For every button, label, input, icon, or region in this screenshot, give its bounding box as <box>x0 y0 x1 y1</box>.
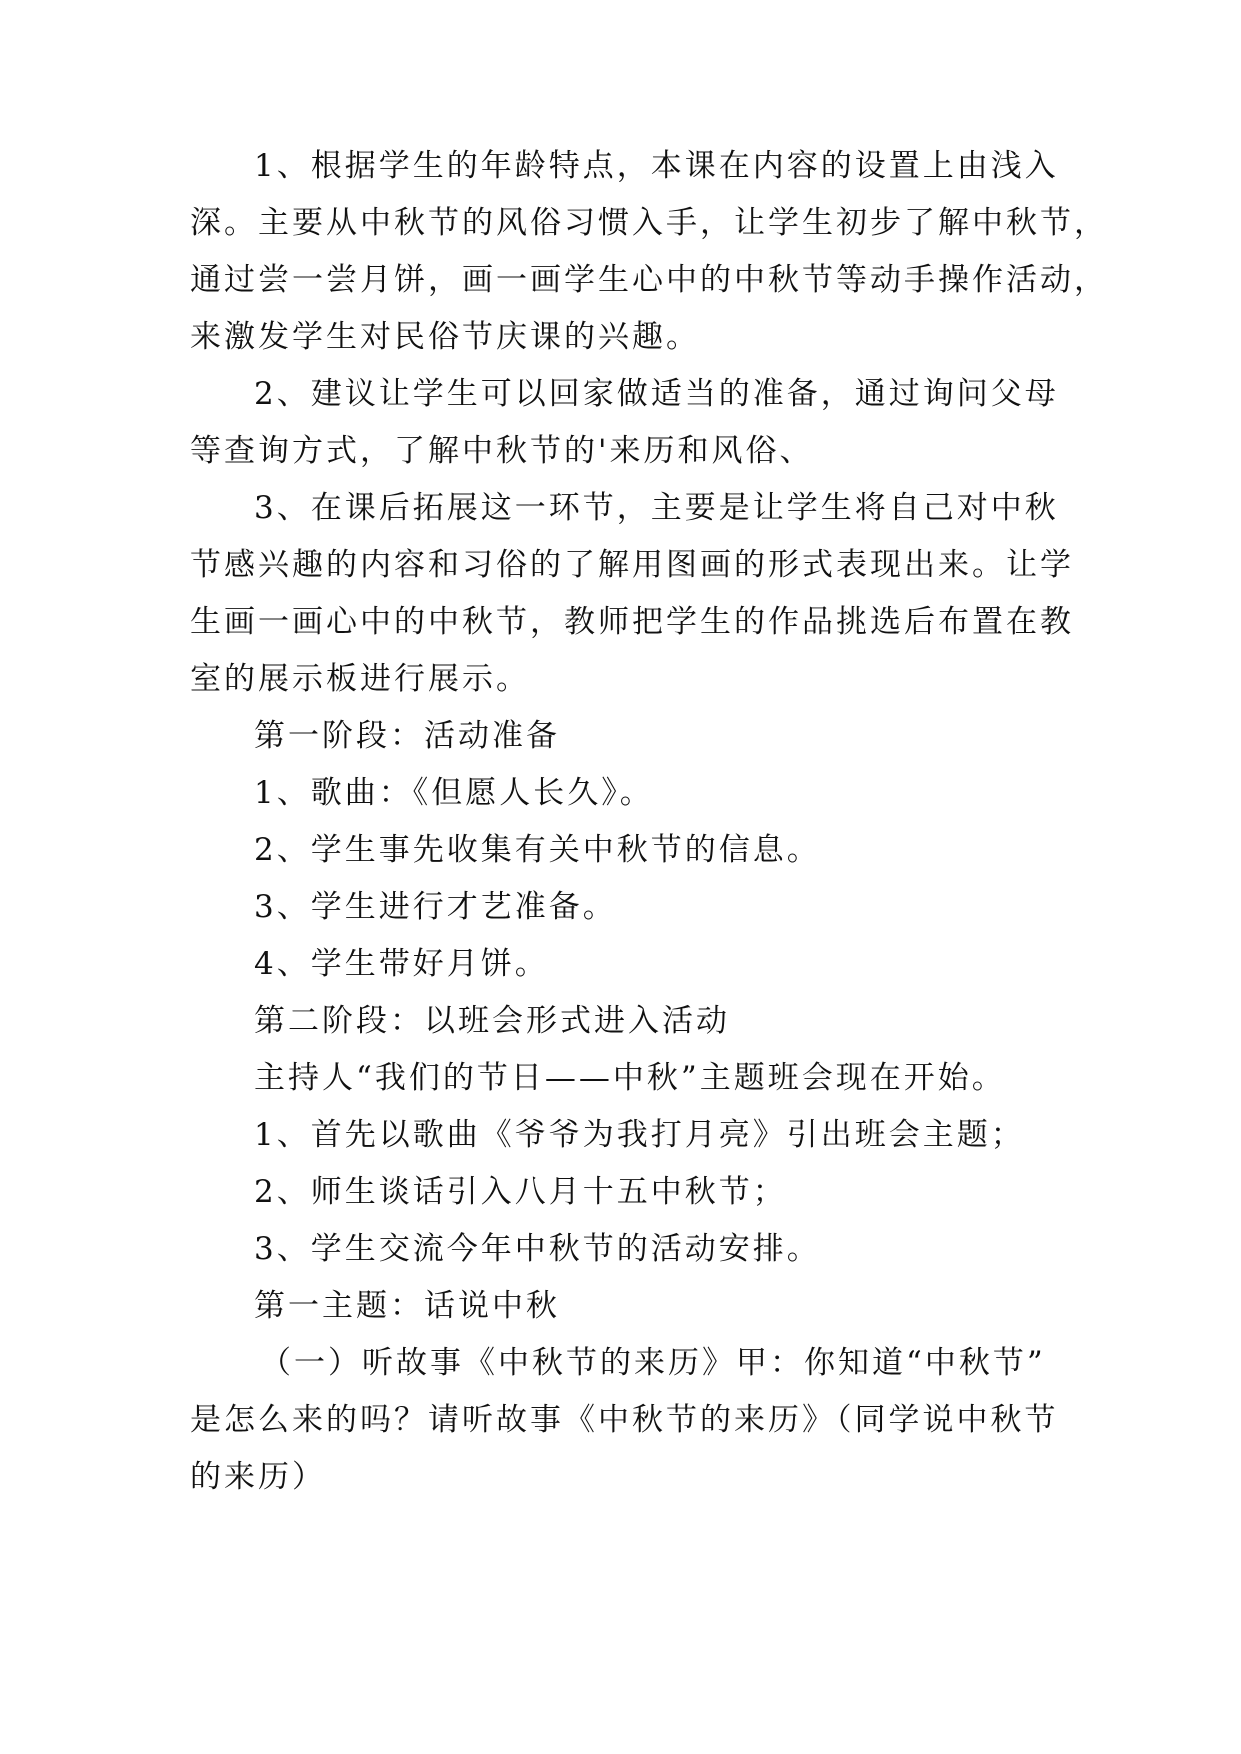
paragraph-2-line-1: 2、建议让学生可以回家做适当的准备，通过询问父母 <box>254 376 1059 412</box>
paragraph-1-line-1: 1、根据学生的年龄特点，本课在内容的设置上由浅入 <box>254 148 1059 184</box>
story-paragraph-line-1: （一）听故事《中秋节的来历》甲：你知道“中秋节” <box>260 1345 1046 1381</box>
story-paragraph-line-3: 的来历） <box>190 1459 326 1495</box>
paragraph-1-line-3: 通过尝一尝月饼，画一画学生心中的中秋节等动手操作活动， <box>190 262 1108 298</box>
paragraph-1-line-2: 深。主要从中秋节的风俗习惯入手，让学生初步了解中秋节， <box>190 205 1108 241</box>
paragraph-3-line-4: 室的展示板进行展示。 <box>190 661 530 697</box>
list-item: 3、学生交流今年中秋节的活动安排。 <box>254 1231 821 1267</box>
story-paragraph-line-2: 是怎么来的吗？请听故事《中秋节的来历》（同学说中秋节 <box>190 1402 1059 1438</box>
list-item: 2、师生谈话引入八月十五中秋节； <box>254 1174 787 1210</box>
paragraph-3-line-2: 节感兴趣的内容和习俗的了解用图画的形式表现出来。让学 <box>190 547 1074 583</box>
list-item: 4、学生带好月饼。 <box>254 946 549 982</box>
list-item: 3、学生进行才艺准备。 <box>254 889 617 925</box>
paragraph-2-line-2: 等查询方式，了解中秋节的'来历和风俗、 <box>190 433 814 469</box>
list-item: 1、首先以歌曲《爷爷为我打月亮》引出班会主题； <box>254 1117 1025 1153</box>
list-item: 2、学生事先收集有关中秋节的信息。 <box>254 832 821 868</box>
section-heading-stage-1: 第一阶段：活动准备 <box>254 718 560 754</box>
paragraph-3-line-1: 3、在课后拓展这一环节，主要是让学生将自己对中秋 <box>254 490 1059 526</box>
section-heading-stage-2: 第二阶段：以班会形式进入活动 <box>254 1003 730 1039</box>
section-heading-theme-1: 第一主题：话说中秋 <box>254 1288 560 1324</box>
paragraph-1-line-4: 来激发学生对民俗节庆课的兴趣。 <box>190 319 700 355</box>
list-item: 1、歌曲：《但愿人长久》。 <box>254 775 654 811</box>
host-opening-line: 主持人“我们的节日——中秋”主题班会现在开始。 <box>254 1060 1006 1096</box>
paragraph-3-line-3: 生画一画心中的中秋节，教师把学生的作品挑选后布置在教 <box>190 604 1074 640</box>
